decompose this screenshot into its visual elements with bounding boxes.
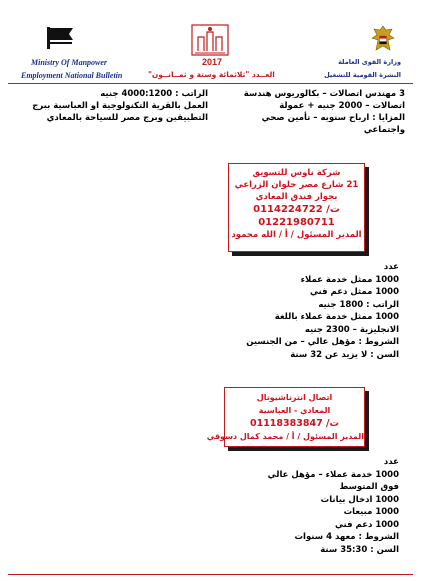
ministry-name-ar: وزارة القوى العاملة [338,58,401,66]
company-name: اتصال انترناشيونال [256,393,333,402]
listing-line: عدد [383,457,399,467]
listing-line: 1000 خدمة عملاء – مؤهل عالي [267,469,399,480]
issue-number: العــدد "ثلاثمائة وستة و ثمــانــون" [148,70,275,79]
bulletin-name-en: Employment National Bulletin [21,71,123,80]
listing-line: 1000 ادخال بيانات [320,494,399,505]
listing-line: الانجليزية – 2300 جنيه [304,324,399,335]
company-address: بجوار فندق المعادي [255,192,338,202]
listing-line: الشروط : مؤهل عالي – من الجنسين [246,337,399,347]
benefits-line: واجتماعي [363,125,405,135]
company-manager: المدير المسئول / أ / محمد كمال دسوقي [206,432,364,441]
work-location-line: العمل بالقرية التكنولوجية او العباسية ببرج [32,101,208,111]
listing-line: 1000 مبيعات [343,507,399,517]
listing-line: السن : لا يزيد عن 32 سنة [290,349,399,360]
listing-line: الراتب : 1800 جنيه [318,299,399,310]
issue-year: 2017 [202,57,223,67]
company-phone: 01221980711 [258,217,335,228]
company-box-naos [228,163,365,252]
employment-emblem-logo [190,23,230,59]
listing-line: 1000 ممثل خدمة عملاء باللغة [274,312,399,322]
work-location-line: التطبيقين وبرج مصر للسياحة بالمعادي [46,113,208,123]
company-manager: المدير المسئول / أ / الله محمود [231,230,362,240]
footer-divider [8,574,413,575]
header-divider [8,83,413,84]
job-listing-naos [200,261,399,361]
company-phone: ت/ 01118383847 [249,418,340,429]
company-address: 21 شارع مصر حلوان الزراعي [234,180,359,190]
listing-line: فوق المتوسط [339,482,399,492]
right-column-text [210,88,405,136]
company-box-ittisal [206,387,365,447]
benefits-line: المزايا : ارباح سنويه – تأمين صحي [261,113,405,123]
company-address: المعادي - العباسية [258,406,331,415]
listing-line: 1000 دعم فني [334,519,399,530]
ministry-name-en: Ministry Of Manpower [31,58,108,67]
listing-line: السن : 35:30 سنة [320,544,399,555]
listing-line: الشروط : معهد 4 سنوات [294,532,399,542]
bulletin-header [0,0,421,85]
company-name: شركة ناوس للتسويق [252,168,341,178]
ministry-flag-logo [47,27,75,49]
salary-line: الراتب : 4000:1200 جنيه [100,89,208,99]
job-line: 3 مهندس اتصالات – بكالوريوس هندسة [243,89,405,99]
bulletin-name-ar: النشرة القومية للتشغيل [324,71,401,79]
eagle-emblem-logo [370,24,396,54]
listing-line: عدد [383,262,399,272]
company-phone: ت/ 0114224722 [253,204,340,215]
listing-line: 1000 ممثل خدمة عملاء [300,274,399,285]
job-listing-ittisal [200,456,399,556]
left-column-text [18,88,208,124]
job-line: اتصالات – 2000 جنيه + عمولة [279,101,405,111]
listing-line: 1000 ممثل دعم فني [309,287,399,297]
